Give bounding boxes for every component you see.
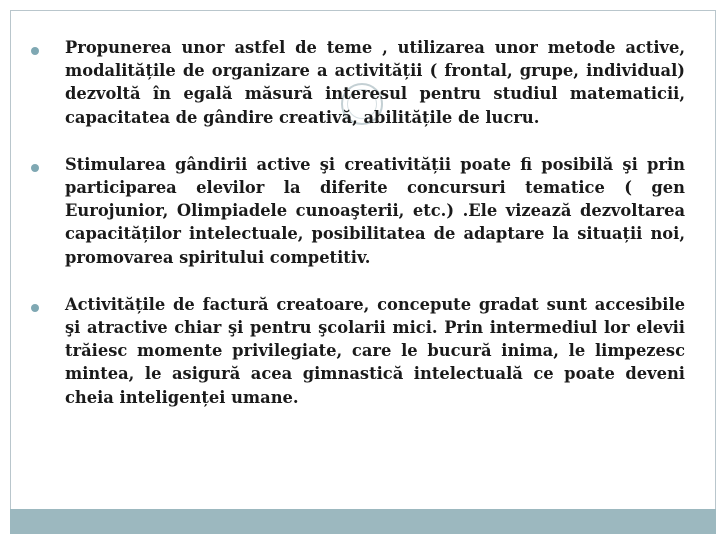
bullet-item [28,36,685,129]
bullet-dot-icon [31,304,39,312]
bullet-dot-icon [31,47,39,55]
bullet-dot-icon [31,164,39,172]
bullet-text: Activitățile de factură creatoare, concepute gradat sunt accesibile şi atractive chiar şi pentru şcolarii mici. Prin intermediul lor elevii trăiesc momente privilegiate, care le bucură inima, le limpezesc mintea, le asigură acea gimnastică intelectuală ce poate deveni cheia inteligenței umane. [65,294,685,407]
bullet-item [28,153,685,269]
bullet-list [28,36,685,433]
footer-band [10,509,716,534]
bullet-item [28,293,685,409]
bullet-text: Propunerea unor astfel de teme , utilizarea unor metode active, modalitățile de organizare a activității ( frontal, grupe, individual) dezvoltă în egală măsură interesul pentru studiul matematicii, capacitatea de gândire creativă, abilitățile de lucru. [65,38,685,127]
bullet-text: Stimularea gândirii active şi creativității poate fi posibilă şi prin participarea elevilor la diferite concursuri tematice ( gen Eurojunior, Olimpiadele cunoaşterii, etc.) .Ele vizează dezvoltarea capacităților intelectuale, posibilitatea de adaptare la situații noi, promovarea spiritului competitiv. [65,154,685,267]
